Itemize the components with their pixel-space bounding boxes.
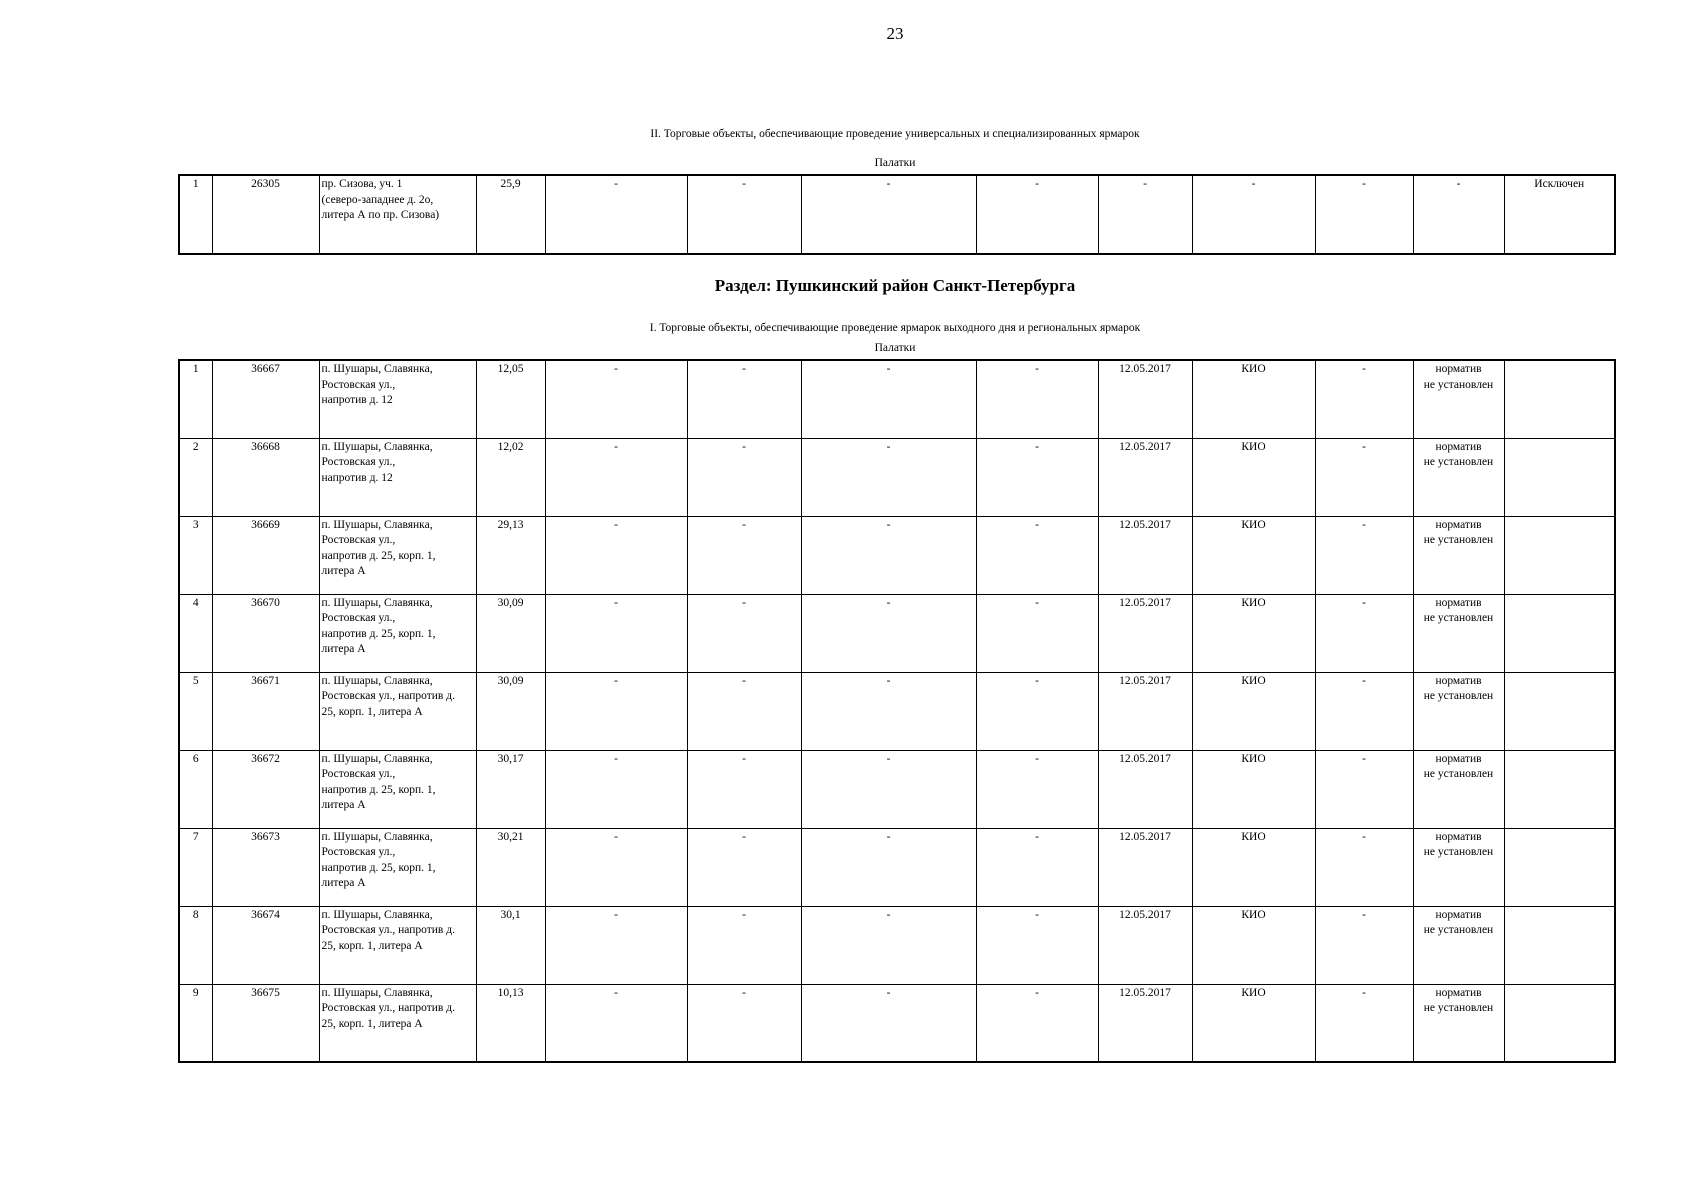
table-row — [179, 828, 1615, 906]
table-row — [179, 175, 1615, 254]
object-address: п. Шушары, Славянка, Ростовская ул., напротив д. 25, корп. 1, литера А — [319, 984, 476, 1062]
object-note — [1504, 594, 1615, 672]
object-address: п. Шушары, Славянка, Ростовская ул., напротив д. 25, корп. 1, литера А — [319, 906, 476, 984]
dash-cell: - — [545, 828, 687, 906]
dash-cell: - — [1192, 175, 1315, 254]
object-norm: норматив не установлен — [1413, 594, 1504, 672]
object-date: 12.05.2017 — [1098, 828, 1192, 906]
object-owner: КИО — [1192, 594, 1315, 672]
object-owner: КИО — [1192, 360, 1315, 438]
table-row — [179, 594, 1615, 672]
object-area: 12,05 — [476, 360, 545, 438]
row-number: 6 — [179, 750, 212, 828]
section-main-caption: I. Торговые объекты, обеспечивающие проведение ярмарок выходного дня и региональных ярмарок — [649, 322, 1141, 334]
dash-cell: - — [801, 175, 976, 254]
object-norm: норматив не установлен — [1413, 750, 1504, 828]
object-date: 12.05.2017 — [1098, 516, 1192, 594]
object-address: пр. Сизова, уч. 1 (северо-западнее д. 2о, литера А по пр. Сизова) — [319, 175, 476, 254]
table-main-body — [179, 360, 1615, 1062]
object-area: 12,02 — [476, 438, 545, 516]
object-address: п. Шушары, Славянка, Ростовская ул., напротив д. 25, корп. 1, литера А — [319, 828, 476, 906]
object-norm: норматив не установлен — [1413, 438, 1504, 516]
row-number: 1 — [179, 360, 212, 438]
object-code: 26305 — [212, 175, 319, 254]
dash-cell: - — [687, 175, 801, 254]
object-date: 12.05.2017 — [1098, 672, 1192, 750]
object-owner: КИО — [1192, 438, 1315, 516]
row-number: 8 — [179, 906, 212, 984]
object-note — [1504, 750, 1615, 828]
object-note — [1504, 984, 1615, 1062]
dash-cell: - — [1315, 516, 1413, 594]
object-owner: КИО — [1192, 984, 1315, 1062]
object-norm: норматив не установлен — [1413, 516, 1504, 594]
dash-cell: - — [1315, 984, 1413, 1062]
object-address: п. Шушары, Славянка, Ростовская ул., напротив д. 25, корп. 1, литера А — [319, 594, 476, 672]
object-norm: норматив не установлен — [1413, 360, 1504, 438]
dash-cell: - — [801, 906, 976, 984]
dash-cell: - — [976, 516, 1098, 594]
dash-cell: - — [1315, 594, 1413, 672]
object-area: 30,1 — [476, 906, 545, 984]
dash-cell: - — [687, 906, 801, 984]
object-code: 36673 — [212, 828, 319, 906]
dash-cell: - — [687, 750, 801, 828]
object-date: 12.05.2017 — [1098, 750, 1192, 828]
object-norm: норматив не установлен — [1413, 906, 1504, 984]
object-date: 12.05.2017 — [1098, 984, 1192, 1062]
dash-cell: - — [1315, 906, 1413, 984]
object-area: 25,9 — [476, 175, 545, 254]
object-note — [1504, 360, 1615, 438]
dash-cell: - — [976, 175, 1098, 254]
row-number: 1 — [179, 175, 212, 254]
object-owner: КИО — [1192, 516, 1315, 594]
dash-cell: - — [1098, 175, 1192, 254]
object-address: п. Шушары, Славянка, Ростовская ул., напротив д. 12 — [319, 438, 476, 516]
object-note: Исключен — [1504, 175, 1615, 254]
row-number: 2 — [179, 438, 212, 516]
dash-cell: - — [1315, 750, 1413, 828]
object-area: 30,09 — [476, 594, 545, 672]
dash-cell: - — [545, 516, 687, 594]
object-note — [1504, 516, 1615, 594]
dash-cell: - — [1315, 672, 1413, 750]
object-norm: норматив не установлен — [1413, 828, 1504, 906]
dash-cell: - — [545, 594, 687, 672]
object-owner: КИО — [1192, 906, 1315, 984]
object-code: 36674 — [212, 906, 319, 984]
object-address: п. Шушары, Славянка, Ростовская ул., напротив д. 25, корп. 1, литера А — [319, 516, 476, 594]
row-number: 4 — [179, 594, 212, 672]
dash-cell: - — [1315, 360, 1413, 438]
object-code: 36675 — [212, 984, 319, 1062]
table-row — [179, 360, 1615, 438]
object-code: 36671 — [212, 672, 319, 750]
table-prev-body — [179, 175, 1615, 254]
dash-cell: - — [801, 672, 976, 750]
dash-cell: - — [687, 828, 801, 906]
object-norm: норматив не установлен — [1413, 984, 1504, 1062]
page-number: 23 — [886, 24, 904, 43]
dash-cell: - — [801, 828, 976, 906]
dash-cell: - — [801, 438, 976, 516]
dash-cell: - — [976, 750, 1098, 828]
table-row — [179, 672, 1615, 750]
section-heading: Раздел: Пушкинский район Санкт-Петербурга — [714, 276, 1076, 295]
row-number: 9 — [179, 984, 212, 1062]
object-code: 36669 — [212, 516, 319, 594]
dash-cell: - — [687, 438, 801, 516]
dash-cell: - — [1413, 175, 1504, 254]
dash-cell: - — [976, 906, 1098, 984]
dash-cell: - — [1315, 175, 1413, 254]
object-note — [1504, 438, 1615, 516]
section-prev-caption: II. Торговые объекты, обеспечивающие проведение универсальных и специализированных ярмарок — [650, 128, 1140, 140]
row-number: 5 — [179, 672, 212, 750]
object-code: 36672 — [212, 750, 319, 828]
dash-cell: - — [545, 175, 687, 254]
object-area: 10,13 — [476, 984, 545, 1062]
object-code: 36670 — [212, 594, 319, 672]
object-date: 12.05.2017 — [1098, 906, 1192, 984]
object-address: п. Шушары, Славянка, Ростовская ул., напротив д. 25, корп. 1, литера А — [319, 672, 476, 750]
table-main — [178, 359, 1616, 1063]
object-address: п. Шушары, Славянка, Ростовская ул., напротив д. 25, корп. 1, литера А — [319, 750, 476, 828]
dash-cell: - — [801, 516, 976, 594]
object-area: 29,13 — [476, 516, 545, 594]
table-row — [179, 438, 1615, 516]
table-prev — [178, 174, 1616, 255]
object-date: 12.05.2017 — [1098, 438, 1192, 516]
object-area: 30,17 — [476, 750, 545, 828]
object-date: 12.05.2017 — [1098, 594, 1192, 672]
row-number: 3 — [179, 516, 212, 594]
table-row — [179, 516, 1615, 594]
object-owner: КИО — [1192, 750, 1315, 828]
object-owner: КИО — [1192, 828, 1315, 906]
dash-cell: - — [687, 594, 801, 672]
dash-cell: - — [545, 984, 687, 1062]
object-norm: норматив не установлен — [1413, 672, 1504, 750]
section-main-subcaption: Палатки — [874, 342, 916, 354]
dash-cell: - — [976, 828, 1098, 906]
dash-cell: - — [687, 672, 801, 750]
section-prev-subcaption: Палатки — [874, 157, 916, 169]
dash-cell: - — [1315, 438, 1413, 516]
object-code: 36668 — [212, 438, 319, 516]
dash-cell: - — [687, 360, 801, 438]
dash-cell: - — [545, 438, 687, 516]
dash-cell: - — [976, 594, 1098, 672]
dash-cell: - — [545, 906, 687, 984]
dash-cell: - — [545, 672, 687, 750]
table-row — [179, 984, 1615, 1062]
dash-cell: - — [976, 984, 1098, 1062]
object-address: п. Шушары, Славянка, Ростовская ул., напротив д. 12 — [319, 360, 476, 438]
object-date: 12.05.2017 — [1098, 360, 1192, 438]
dash-cell: - — [976, 672, 1098, 750]
dash-cell: - — [976, 438, 1098, 516]
dash-cell: - — [545, 360, 687, 438]
dash-cell: - — [801, 984, 976, 1062]
dash-cell: - — [687, 984, 801, 1062]
dash-cell: - — [801, 594, 976, 672]
dash-cell: - — [976, 360, 1098, 438]
object-note — [1504, 906, 1615, 984]
object-note — [1504, 828, 1615, 906]
dash-cell: - — [801, 360, 976, 438]
object-note — [1504, 672, 1615, 750]
object-code: 36667 — [212, 360, 319, 438]
object-area: 30,21 — [476, 828, 545, 906]
table-row — [179, 906, 1615, 984]
dash-cell: - — [1315, 828, 1413, 906]
dash-cell: - — [545, 750, 687, 828]
dash-cell: - — [687, 516, 801, 594]
object-owner: КИО — [1192, 672, 1315, 750]
object-area: 30,09 — [476, 672, 545, 750]
row-number: 7 — [179, 828, 212, 906]
dash-cell: - — [801, 750, 976, 828]
table-row — [179, 750, 1615, 828]
